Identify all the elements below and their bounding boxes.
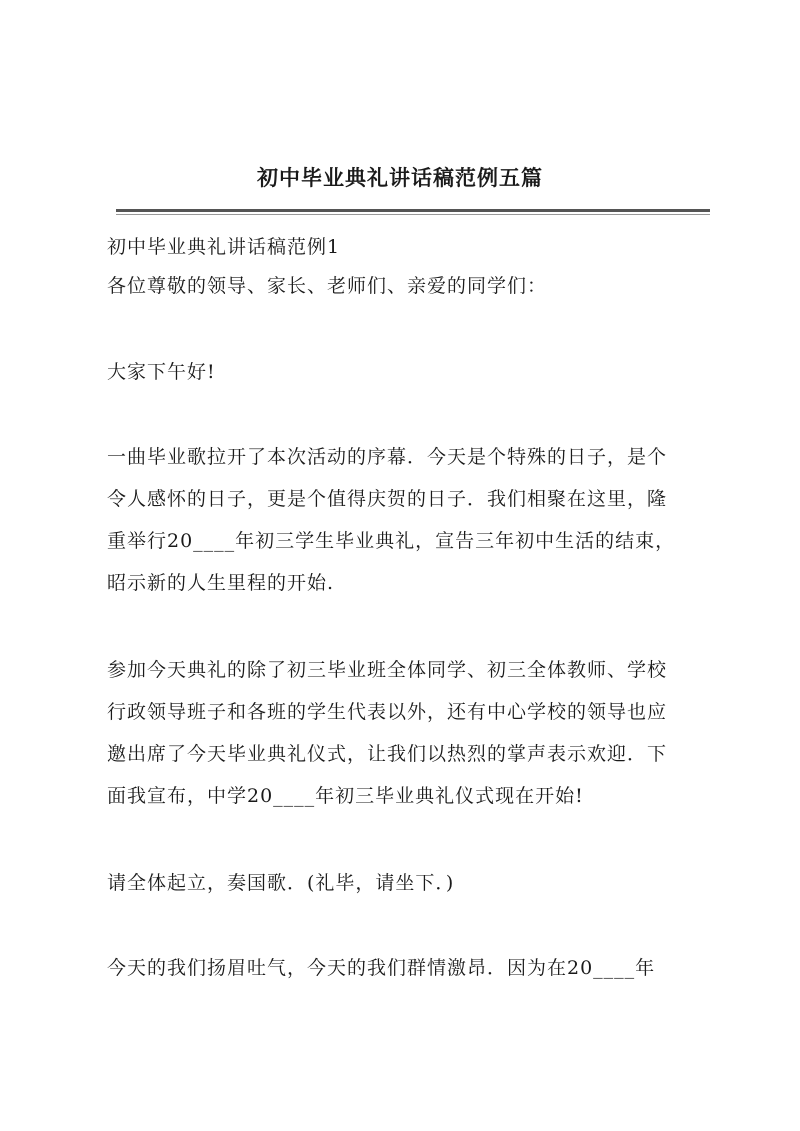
- title-divider-thin: [116, 214, 710, 215]
- paragraph-line: 一曲毕业歌拉开了本次活动的序幕．今天是个特殊的日子，是个: [107, 446, 668, 468]
- paragraph-line: 参加今天典礼的除了初三毕业班全体同学、初三全体教师、学校: [107, 659, 668, 681]
- paragraph-line: 请全体起立，奏国歌．(礼毕，请坐下．): [107, 872, 455, 894]
- salutation: 各位尊敬的领导、家长、老师们、亲爱的同学们：: [107, 275, 548, 297]
- document-title: 初中毕业典礼讲话稿范例五篇: [257, 165, 543, 190]
- section-heading: 初中毕业典礼讲话稿范例1: [107, 236, 341, 258]
- title-divider: [116, 209, 710, 212]
- greeting: 大家下午好!: [107, 361, 216, 383]
- paragraph-line: 昭示新的人生里程的开始.: [107, 572, 335, 594]
- paragraph-line: 令人感怀的日子，更是个值得庆贺的日子．我们相聚在这里，隆: [107, 488, 668, 510]
- paragraph-line: 邀出席了今天毕业典礼仪式，让我们以热烈的掌声表示欢迎．下: [107, 743, 668, 765]
- paragraph-line: 今天的我们扬眉吐气，今天的我们群情激昂．因为在20____年: [107, 957, 656, 979]
- paragraph-line: 面我宣布，中学20____年初三毕业典礼仪式现在开始!: [107, 785, 584, 807]
- paragraph-line: 行政领导班子和各班的学生代表以外，还有中心学校的领导也应: [107, 701, 668, 723]
- paragraph-line: 重举行20____年初三学生毕业典礼，宣告三年初中生活的结束，: [107, 530, 676, 552]
